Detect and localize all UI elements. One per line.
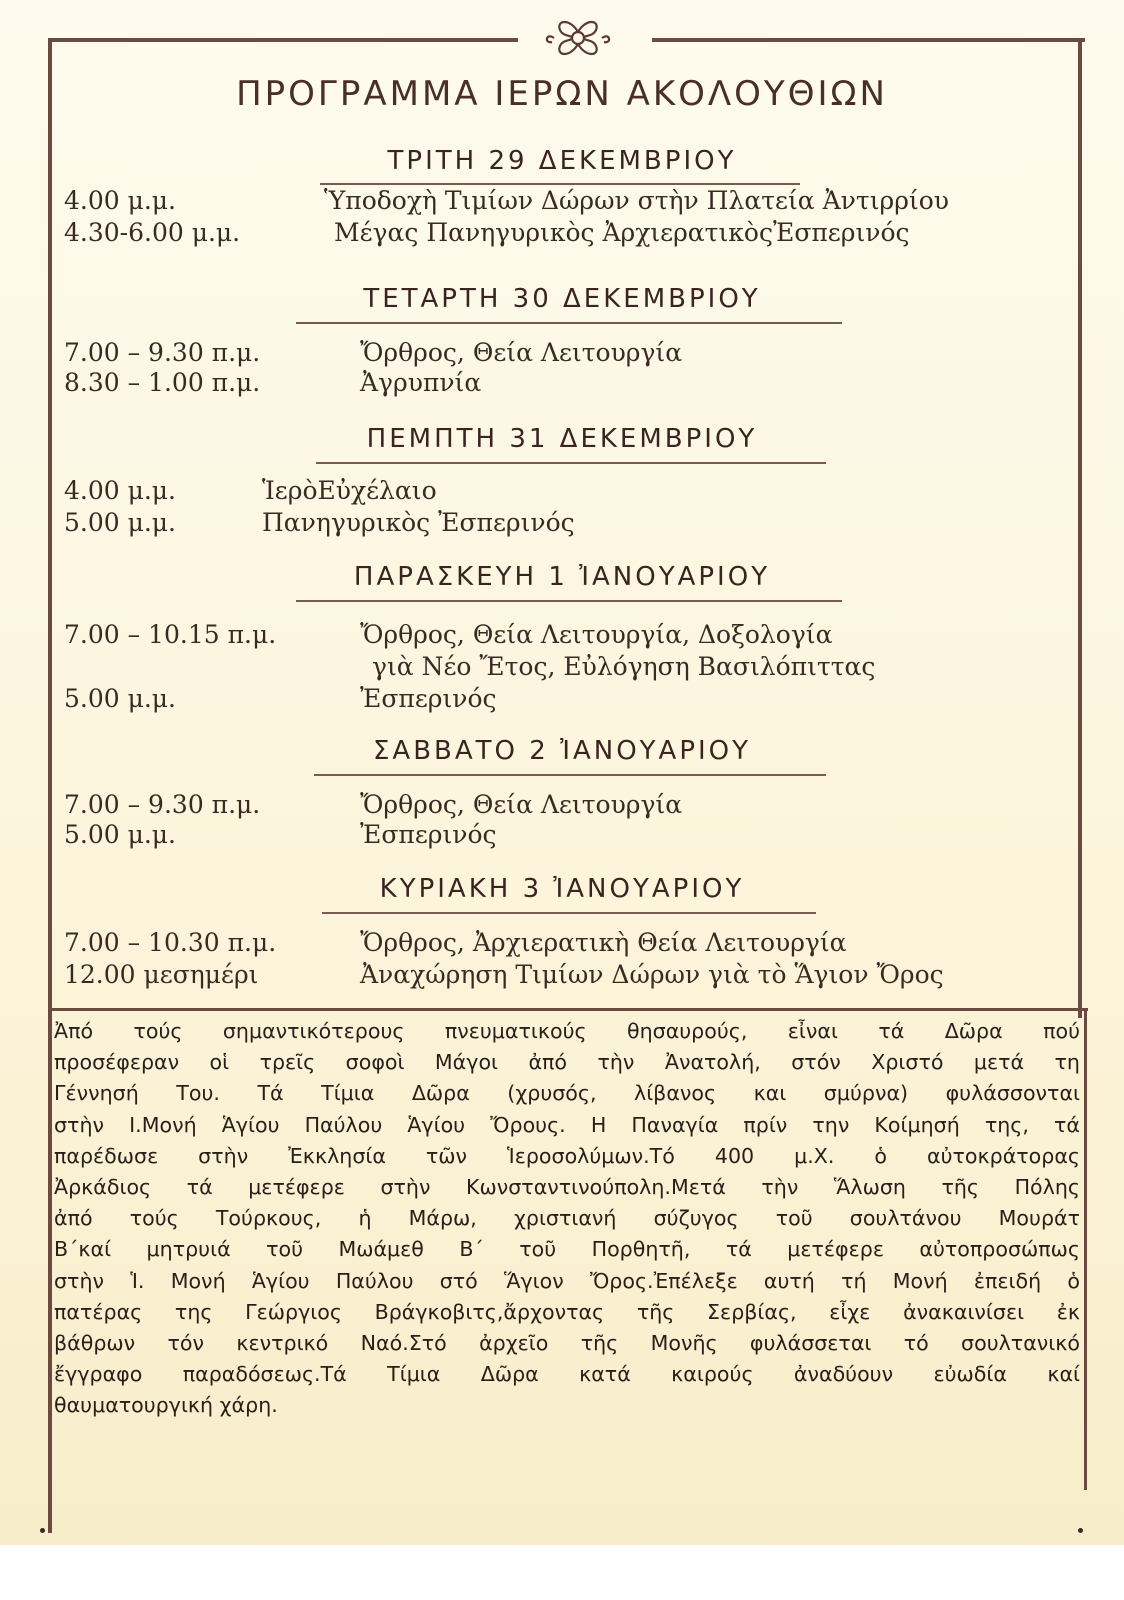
paragraph-line: προσέφεραν οἱ τρεῖς σοφοὶ Μάγοι ἀπό τὴν Ἀνατολή, στόν Χριστό μετά τη bbox=[54, 1050, 1080, 1075]
entry-desc: Ὄρθρος, Ἀρχιερατικὴ Θεία Λειτουργία bbox=[360, 928, 847, 957]
paragraph-line: στὴν Ἱ. Μονή Ἁγίου Παύλου στό Ἅγιον Ὄρος.Ἐπέλεξε αυτή τή Μονή ἐπειδή ὁ bbox=[54, 1268, 1080, 1293]
day-rule-6 bbox=[322, 912, 816, 914]
day-heading-5: ΣΑΒΒΑΤΟ 2 ἸΑΝΟΥΑΡΙΟΥ bbox=[372, 736, 752, 766]
entry-time: 4.30-6.00 μ.μ. bbox=[64, 218, 241, 247]
entry-desc: Ἐσπερινός bbox=[360, 684, 497, 713]
entry-time: 5.00 μ.μ. bbox=[64, 820, 176, 849]
paragraph-line: ἔγγραφο παραδόσεως.Τά Τίμια Δῶρα κατά καιρούς ἀναδύουν εὐωδία καί bbox=[54, 1362, 1080, 1387]
entry-desc: Ὄρθρος, Θεία Λειτουργία bbox=[360, 790, 683, 819]
entry-time: 7.00 – 10.15 π.μ. bbox=[64, 620, 277, 649]
entry-time: 5.00 μ.μ. bbox=[64, 508, 176, 537]
day-rule-3 bbox=[316, 462, 826, 464]
entry-desc: Ὄρθρος, Θεία Λειτουργία bbox=[360, 338, 683, 367]
entry-time: 8.30 – 1.00 π.μ. bbox=[64, 368, 261, 397]
paragraph-line: στὴν Ι.Μονή Ἁγίου Παύλου Ἁγίου Ὄρους. Η Παναγία πρίν την Κοίμησή της, τά bbox=[54, 1112, 1080, 1137]
paragraph-line: Ἀπό τούς σημαντικότερους πνευματικούς θησαυρούς, εἶναι τά Δῶρα πού bbox=[54, 1019, 1080, 1043]
entry-desc: Πανηγυρικὸς Ἐσπερινός bbox=[262, 508, 575, 537]
paragraph-line: Ἀρκάδιος τά μετέφερε στὴν Κωνσταντινούπολη.Μετά τὴν Ἅλωση τῆς Πόλης bbox=[54, 1174, 1080, 1199]
entry-time: 7.00 – 10.30 π.μ. bbox=[64, 928, 277, 957]
paragraph-line: ἀπό τούς Τούρκους, ἡ Μάρω, χριστιανή σύζυγος τοῦ σουλτάνου Μουράτ bbox=[54, 1206, 1080, 1231]
entry-desc: Ἀναχώρηση Τιμίων Δώρων γιὰ τὸ Ἅγιον Ὄρος bbox=[360, 960, 944, 989]
page-title: ΠΡΟΓΡΑΜΜΑ ΙΕΡΩΝ ΑΚΟΛΟΥΘΙΩΝ bbox=[236, 74, 888, 114]
frame-top-border-left bbox=[48, 38, 518, 42]
frame-top-border-right bbox=[652, 38, 1085, 42]
paragraph-line: βάθρων τόν κεντρικό Ναό.Στό ἀρχεῖο τῆς Μονῆς φυλάσσεται τό σουλτανικό bbox=[54, 1330, 1080, 1355]
day-heading-6: ΚΥΡΙΑΚΗ 3 ἸΑΝΟΥΑΡΙΟΥ bbox=[379, 874, 745, 904]
paragraph-line: θαυματουργική χάρη. bbox=[54, 1393, 278, 1418]
history-paragraph bbox=[54, 1016, 1080, 1421]
entry-time: 7.00 – 9.30 π.μ. bbox=[64, 338, 261, 367]
entry-desc: Ὄρθρος, Θεία Λειτουργία, Δοξολογία bbox=[360, 620, 833, 649]
ornament-icon bbox=[538, 10, 618, 66]
paragraph-line: πατέρας της Γεώργιος Βράγκοβιτς,ἄρχοντας τῆς Σερβίας, εἶχε ἀνακαινίσει ἐκ bbox=[54, 1299, 1080, 1324]
entry-desc: Ἐσπερινός bbox=[360, 820, 497, 849]
paragraph-line: Β΄καί μητρυιά τοῦ Μωάμεθ Β΄ τοῦ Πορθητῆ, τά μετέφερε αὐτοπροσώπως bbox=[54, 1237, 1080, 1262]
paragraph-line: Γέννησή Του. Τά Τίμια Δῶρα (χρυσός, λίβανος και σμύρνα) φυλάσσονται bbox=[54, 1081, 1080, 1106]
paragraph-line: παρέδωσε στὴν Ἐκκλησία τῶν Ἱεροσολύμων.Τό 400 μ.Χ. ὁ αὐτοκράτορας bbox=[54, 1143, 1080, 1168]
day-rule-1 bbox=[320, 183, 800, 185]
entry-desc: γιὰ Νέο Ἔτος, Εὐλόγηση Βασιλόπιττας bbox=[372, 652, 876, 681]
entry-time: 7.00 – 9.30 π.μ. bbox=[64, 790, 261, 819]
corner-dot-right bbox=[1078, 1528, 1083, 1533]
entry-desc: Ὑποδοχὴ Τιμίων Δώρων στὴν Πλατεία Ἀντιρρίου bbox=[324, 186, 949, 215]
entry-time: 12.00 μεσημέρι bbox=[64, 960, 259, 989]
day-rule-4 bbox=[296, 600, 842, 602]
day-heading-3: ΠΕΜΠΤΗ 31 ΔΕΚΕΜΒΡΙΟΥ bbox=[366, 424, 758, 454]
entry-desc: Ἀγρυπνία bbox=[360, 368, 482, 397]
entry-desc: Μέγας Πανηγυρικὸς ἈρχιερατικὸςἘσπερινός bbox=[334, 218, 910, 247]
entry-time: 4.00 μ.μ. bbox=[64, 186, 176, 215]
frame-right-border bbox=[1078, 38, 1082, 1018]
day-heading-2: ΤΕΤΑΡΤΗ 30 ΔΕΚΕΜΒΡΙΟΥ bbox=[363, 284, 761, 314]
day-heading-4: ΠΑΡΑΣΚΕΥΗ 1 ἸΑΝΟΥΑΡΙΟΥ bbox=[353, 562, 771, 592]
day-rule-2 bbox=[296, 322, 842, 324]
entry-desc: ἹερὸΕὐχέλαιο bbox=[262, 476, 437, 505]
day-heading-1: ΤΡΙΤΗ 29 ΔΕΚΕΜΒΡΙΟΥ bbox=[387, 146, 737, 176]
scan-margin bbox=[0, 1545, 1124, 1600]
entry-time: 4.00 μ.μ. bbox=[64, 476, 176, 505]
day-rule-5 bbox=[314, 774, 826, 776]
entry-time: 5.00 μ.μ. bbox=[64, 684, 176, 713]
corner-dot-left bbox=[40, 1528, 45, 1533]
